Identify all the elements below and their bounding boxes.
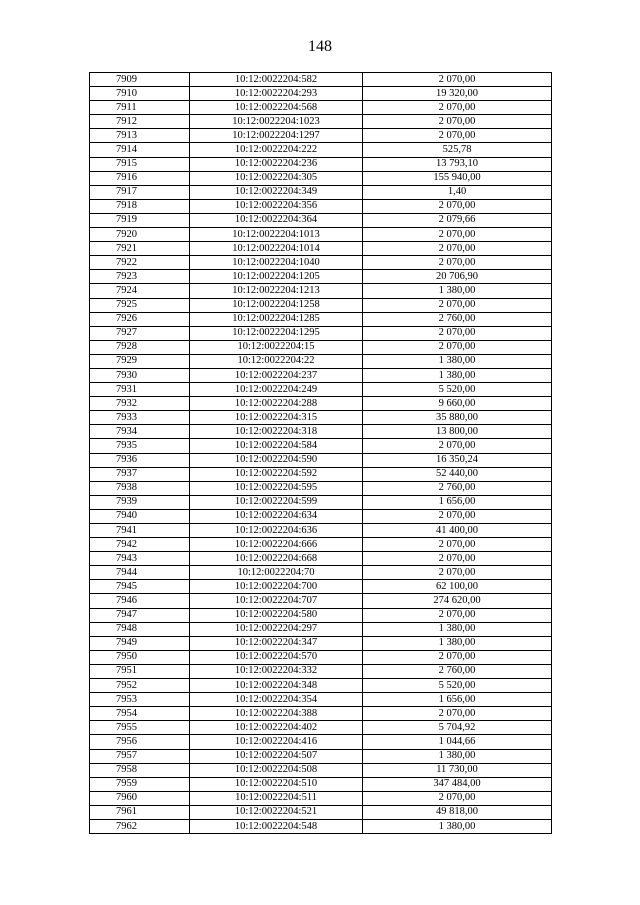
table-row [90, 608, 552, 622]
row-number-cell: 7913 [90, 129, 190, 143]
cadastral-number-cell: 10:12:0022204:236 [190, 157, 363, 171]
table-row [90, 481, 552, 495]
cadastral-number-cell: 10:12:0022204:237 [190, 368, 363, 382]
table-row [90, 509, 552, 523]
cadastral-number-cell: 10:12:0022204:592 [190, 467, 363, 481]
value-cell: 2 070,00 [363, 101, 552, 115]
row-number-cell: 7936 [90, 453, 190, 467]
table-row [90, 171, 552, 185]
value-cell: 5 704,92 [363, 721, 552, 735]
cadastral-number-cell: 10:12:0022204:1295 [190, 326, 363, 340]
cadastral-number-cell: 10:12:0022204:1258 [190, 298, 363, 312]
value-cell: 5 520,00 [363, 679, 552, 693]
table-row [90, 298, 552, 312]
value-cell: 11 730,00 [363, 763, 552, 777]
table-row [90, 495, 552, 509]
value-cell: 2 070,00 [363, 650, 552, 664]
value-cell: 2 070,00 [363, 509, 552, 523]
row-number-cell: 7912 [90, 115, 190, 129]
cadastral-number-cell: 10:12:0022204:1213 [190, 284, 363, 298]
table-row [90, 467, 552, 481]
value-cell: 35 880,00 [363, 411, 552, 425]
cadastral-number-cell: 10:12:0022204:305 [190, 171, 363, 185]
row-number-cell: 7949 [90, 636, 190, 650]
row-number-cell: 7925 [90, 298, 190, 312]
row-number-cell: 7952 [90, 679, 190, 693]
table-row [90, 425, 552, 439]
value-cell: 155 940,00 [363, 171, 552, 185]
cadastral-number-cell: 10:12:0022204:582 [190, 73, 363, 87]
table-row [90, 411, 552, 425]
table-row [90, 270, 552, 284]
cadastral-number-cell: 10:12:0022204:1040 [190, 256, 363, 270]
row-number-cell: 7941 [90, 524, 190, 538]
row-number-cell: 7962 [90, 819, 190, 833]
value-cell: 1 380,00 [363, 622, 552, 636]
row-number-cell: 7943 [90, 552, 190, 566]
row-number-cell: 7927 [90, 326, 190, 340]
cadastral-number-cell: 10:12:0022204:70 [190, 566, 363, 580]
row-number-cell: 7948 [90, 622, 190, 636]
table-row [90, 566, 552, 580]
table-row [90, 594, 552, 608]
value-cell: 20 706,90 [363, 270, 552, 284]
value-cell: 2 070,00 [363, 340, 552, 354]
table-row [90, 242, 552, 256]
table-row [90, 552, 552, 566]
table-row [90, 73, 552, 87]
value-cell: 2 070,00 [363, 707, 552, 721]
row-number-cell: 7932 [90, 397, 190, 411]
value-cell: 2 070,00 [363, 298, 552, 312]
cadastral-number-cell: 10:12:0022204:521 [190, 805, 363, 819]
cadastral-number-cell: 10:12:0022204:1285 [190, 312, 363, 326]
table-row [90, 777, 552, 791]
table-row [90, 805, 552, 819]
value-cell: 2 760,00 [363, 664, 552, 678]
value-cell: 1 380,00 [363, 636, 552, 650]
row-number-cell: 7939 [90, 495, 190, 509]
cadastral-number-cell: 10:12:0022204:364 [190, 213, 363, 227]
cadastral-number-cell: 10:12:0022204:568 [190, 101, 363, 115]
table-row [90, 326, 552, 340]
value-cell: 2 070,00 [363, 326, 552, 340]
table-row [90, 228, 552, 242]
table-row [90, 129, 552, 143]
cadastral-number-cell: 10:12:0022204:1014 [190, 242, 363, 256]
row-number-cell: 7956 [90, 735, 190, 749]
row-number-cell: 7917 [90, 185, 190, 199]
value-cell: 1 380,00 [363, 284, 552, 298]
cadastral-number-cell: 10:12:0022204:288 [190, 397, 363, 411]
row-number-cell: 7937 [90, 467, 190, 481]
cadastral-number-cell: 10:12:0022204:297 [190, 622, 363, 636]
table-row [90, 199, 552, 213]
row-number-cell: 7931 [90, 383, 190, 397]
cadastral-number-cell: 10:12:0022204:1023 [190, 115, 363, 129]
value-cell: 2 070,00 [363, 228, 552, 242]
row-number-cell: 7945 [90, 580, 190, 594]
cadastral-number-cell: 10:12:0022204:354 [190, 693, 363, 707]
row-number-cell: 7933 [90, 411, 190, 425]
value-cell: 525,78 [363, 143, 552, 157]
value-cell: 2 070,00 [363, 242, 552, 256]
value-cell: 41 400,00 [363, 524, 552, 538]
row-number-cell: 7947 [90, 608, 190, 622]
row-number-cell: 7957 [90, 749, 190, 763]
value-cell: 19 320,00 [363, 87, 552, 101]
records-table [89, 72, 552, 834]
row-number-cell: 7929 [90, 354, 190, 368]
row-number-cell: 7946 [90, 594, 190, 608]
value-cell: 2 760,00 [363, 312, 552, 326]
cadastral-number-cell: 10:12:0022204:1013 [190, 228, 363, 242]
cadastral-number-cell: 10:12:0022204:1297 [190, 129, 363, 143]
table-row [90, 707, 552, 721]
cadastral-number-cell: 10:12:0022204:332 [190, 664, 363, 678]
row-number-cell: 7926 [90, 312, 190, 326]
row-number-cell: 7919 [90, 213, 190, 227]
row-number-cell: 7920 [90, 228, 190, 242]
cadastral-number-cell: 10:12:0022204:293 [190, 87, 363, 101]
row-number-cell: 7918 [90, 199, 190, 213]
value-cell: 2 070,00 [363, 73, 552, 87]
table-row [90, 312, 552, 326]
row-number-cell: 7950 [90, 650, 190, 664]
value-cell: 5 520,00 [363, 383, 552, 397]
cadastral-number-cell: 10:12:0022204:634 [190, 509, 363, 523]
row-number-cell: 7911 [90, 101, 190, 115]
table-row [90, 791, 552, 805]
cadastral-number-cell: 10:12:0022204:249 [190, 383, 363, 397]
cadastral-number-cell: 10:12:0022204:707 [190, 594, 363, 608]
value-cell: 9 660,00 [363, 397, 552, 411]
table-row [90, 650, 552, 664]
value-cell: 52 440,00 [363, 467, 552, 481]
table-row [90, 721, 552, 735]
value-cell: 1 656,00 [363, 693, 552, 707]
row-number-cell: 7934 [90, 425, 190, 439]
cadastral-number-cell: 10:12:0022204:318 [190, 425, 363, 439]
table-row [90, 284, 552, 298]
cadastral-number-cell: 10:12:0022204:666 [190, 538, 363, 552]
value-cell: 49 818,00 [363, 805, 552, 819]
row-number-cell: 7942 [90, 538, 190, 552]
records-table-body [90, 73, 552, 834]
row-number-cell: 7961 [90, 805, 190, 819]
row-number-cell: 7955 [90, 721, 190, 735]
cadastral-number-cell: 10:12:0022204:349 [190, 185, 363, 199]
row-number-cell: 7923 [90, 270, 190, 284]
cadastral-number-cell: 10:12:0022204:356 [190, 199, 363, 213]
value-cell: 1 380,00 [363, 749, 552, 763]
row-number-cell: 7930 [90, 368, 190, 382]
row-number-cell: 7910 [90, 87, 190, 101]
table-row [90, 368, 552, 382]
value-cell: 2 079,66 [363, 213, 552, 227]
row-number-cell: 7954 [90, 707, 190, 721]
value-cell: 2 070,00 [363, 129, 552, 143]
table-row [90, 340, 552, 354]
table-row [90, 636, 552, 650]
table-row [90, 453, 552, 467]
row-number-cell: 7935 [90, 439, 190, 453]
table-row [90, 143, 552, 157]
table-row [90, 439, 552, 453]
cadastral-number-cell: 10:12:0022204:1205 [190, 270, 363, 284]
table-row [90, 749, 552, 763]
value-cell: 13 800,00 [363, 425, 552, 439]
cadastral-number-cell: 10:12:0022204:416 [190, 735, 363, 749]
cadastral-number-cell: 10:12:0022204:570 [190, 650, 363, 664]
table-row [90, 763, 552, 777]
value-cell: 1 380,00 [363, 354, 552, 368]
value-cell: 2 070,00 [363, 199, 552, 213]
table-row [90, 256, 552, 270]
row-number-cell: 7951 [90, 664, 190, 678]
value-cell: 274 620,00 [363, 594, 552, 608]
table-row [90, 693, 552, 707]
table-row [90, 354, 552, 368]
row-number-cell: 7960 [90, 791, 190, 805]
cadastral-number-cell: 10:12:0022204:595 [190, 481, 363, 495]
value-cell: 1 656,00 [363, 495, 552, 509]
cadastral-number-cell: 10:12:0022204:580 [190, 608, 363, 622]
value-cell: 1 044,66 [363, 735, 552, 749]
cadastral-number-cell: 10:12:0022204:508 [190, 763, 363, 777]
value-cell: 2 070,00 [363, 791, 552, 805]
cadastral-number-cell: 10:12:0022204:548 [190, 819, 363, 833]
table-row [90, 157, 552, 171]
cadastral-number-cell: 10:12:0022204:599 [190, 495, 363, 509]
value-cell: 2 760,00 [363, 481, 552, 495]
table-row [90, 735, 552, 749]
table-row [90, 87, 552, 101]
cadastral-number-cell: 10:12:0022204:348 [190, 679, 363, 693]
table-row [90, 580, 552, 594]
table-row [90, 819, 552, 833]
value-cell: 2 070,00 [363, 439, 552, 453]
table-row [90, 622, 552, 636]
cadastral-number-cell: 10:12:0022204:636 [190, 524, 363, 538]
table-row [90, 524, 552, 538]
row-number-cell: 7958 [90, 763, 190, 777]
cadastral-number-cell: 10:12:0022204:388 [190, 707, 363, 721]
cadastral-number-cell: 10:12:0022204:510 [190, 777, 363, 791]
row-number-cell: 7914 [90, 143, 190, 157]
value-cell: 2 070,00 [363, 566, 552, 580]
cadastral-number-cell: 10:12:0022204:700 [190, 580, 363, 594]
row-number-cell: 7922 [90, 256, 190, 270]
cadastral-number-cell: 10:12:0022204:511 [190, 791, 363, 805]
row-number-cell: 7921 [90, 242, 190, 256]
value-cell: 62 100,00 [363, 580, 552, 594]
table-row [90, 115, 552, 129]
row-number-cell: 7940 [90, 509, 190, 523]
cadastral-number-cell: 10:12:0022204:222 [190, 143, 363, 157]
table-row [90, 397, 552, 411]
value-cell: 16 350,24 [363, 453, 552, 467]
cadastral-number-cell: 10:12:0022204:22 [190, 354, 363, 368]
row-number-cell: 7953 [90, 693, 190, 707]
row-number-cell: 7916 [90, 171, 190, 185]
cadastral-number-cell: 10:12:0022204:668 [190, 552, 363, 566]
value-cell: 1 380,00 [363, 819, 552, 833]
value-cell: 2 070,00 [363, 256, 552, 270]
cadastral-number-cell: 10:12:0022204:584 [190, 439, 363, 453]
table-row [90, 664, 552, 678]
row-number-cell: 7959 [90, 777, 190, 791]
value-cell: 2 070,00 [363, 538, 552, 552]
value-cell: 347 484,00 [363, 777, 552, 791]
cadastral-number-cell: 10:12:0022204:402 [190, 721, 363, 735]
table-row [90, 679, 552, 693]
value-cell: 13 793,10 [363, 157, 552, 171]
table-row [90, 383, 552, 397]
value-cell: 2 070,00 [363, 608, 552, 622]
value-cell: 2 070,00 [363, 552, 552, 566]
row-number-cell: 7928 [90, 340, 190, 354]
value-cell: 1,40 [363, 185, 552, 199]
row-number-cell: 7915 [90, 157, 190, 171]
row-number-cell: 7938 [90, 481, 190, 495]
cadastral-number-cell: 10:12:0022204:590 [190, 453, 363, 467]
value-cell: 1 380,00 [363, 368, 552, 382]
cadastral-number-cell: 10:12:0022204:347 [190, 636, 363, 650]
row-number-cell: 7944 [90, 566, 190, 580]
cadastral-number-cell: 10:12:0022204:315 [190, 411, 363, 425]
value-cell: 2 070,00 [363, 115, 552, 129]
table-row [90, 213, 552, 227]
row-number-cell: 7909 [90, 73, 190, 87]
cadastral-number-cell: 10:12:0022204:507 [190, 749, 363, 763]
table-row [90, 538, 552, 552]
cadastral-number-cell: 10:12:0022204:15 [190, 340, 363, 354]
table-row [90, 185, 552, 199]
table-row [90, 101, 552, 115]
page-number: 148 [308, 38, 332, 55]
row-number-cell: 7924 [90, 284, 190, 298]
